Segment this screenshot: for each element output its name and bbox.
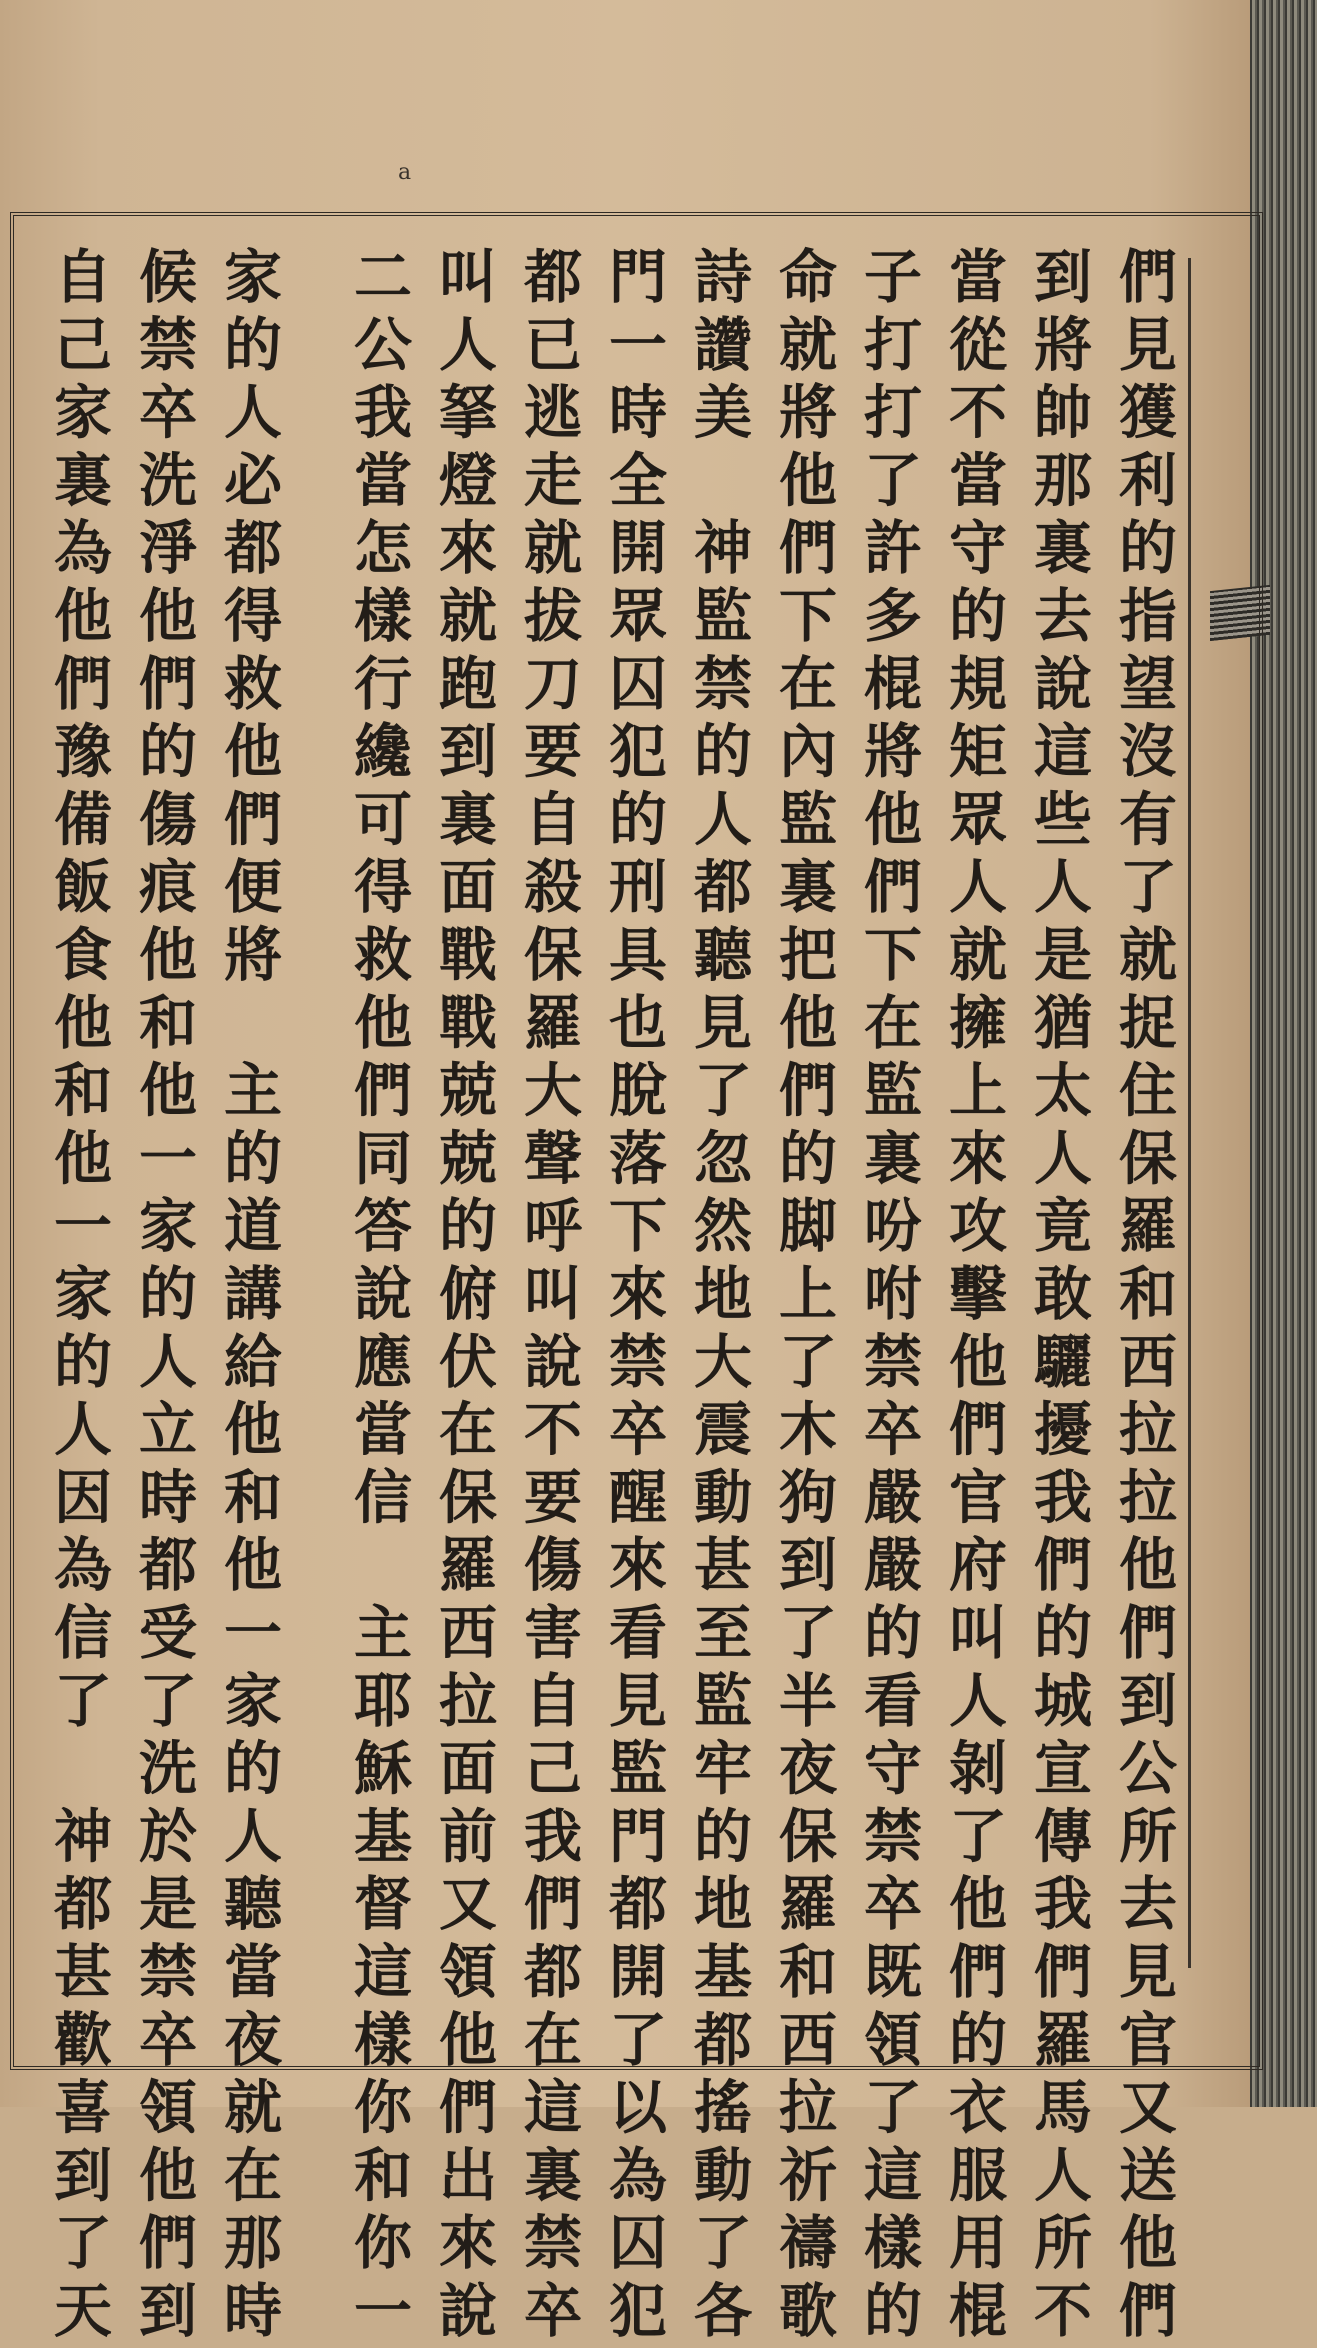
text-column-8: 都已逃走就拔刀要自殺保羅大聲呼叫說不要傷害自己我們都在這裏禁卒: [514, 246, 582, 2348]
text-column-9: 叫人拏燈來就跑到裏面戰戰兢兢的俯伏在保羅西拉面前又領他們出來說: [429, 246, 497, 2348]
text-column-4: 子打打了許多棍將他們下在監裏吩咐禁卒嚴嚴的看守禁卒既領了這樣的: [854, 246, 922, 2348]
text-column-12: 候禁卒洗淨他們的傷痕他和他一家的人立時都受了洗於是禁卒領他們到: [129, 246, 197, 2348]
text-column-3: 當從不當守的規矩眾人就擁上來攻擊他們官府叫人剝了他們的衣服用棍: [939, 246, 1007, 2348]
page-top-mark: a: [398, 160, 412, 185]
text-column-7: 門一時全開眾囚犯的刑具也脫落下來禁卒醒來看見監門都開了以為囚犯: [599, 246, 667, 2348]
text-column-13: 自己家裏為他們豫備飯食他和他一家的人因為信了 神都甚歡喜到了天: [44, 246, 112, 2348]
text-column-5: 命就將他們下在內監裏把他們的脚上了木狗到了半夜保羅和西拉祈禱歌: [769, 246, 837, 2348]
text-column-10: 二公我當怎樣行纔可得救他們同答說應當信 主耶穌基督這樣你和你一: [344, 246, 412, 2348]
frame-inner-rule: [1188, 258, 1191, 1968]
text-column-2: 到將帥那裏去說這些人是猶太人竟敢驪擾我們的城宣傳我們羅馬人所不: [1024, 246, 1092, 2348]
text-column-1: 們見獲利的指望沒有了就捉住保羅和西拉拉他們到公所去見官又送他們: [1109, 246, 1177, 2348]
text-column-11: 家的人必都得救他們便將 主的道講給他和他一家的人聽當夜就在那時: [214, 246, 282, 2348]
text-column-6: 詩讚美 神監禁的人都聽見了忽然地大震動甚至監牢的地基都搖動了各: [684, 246, 752, 2348]
